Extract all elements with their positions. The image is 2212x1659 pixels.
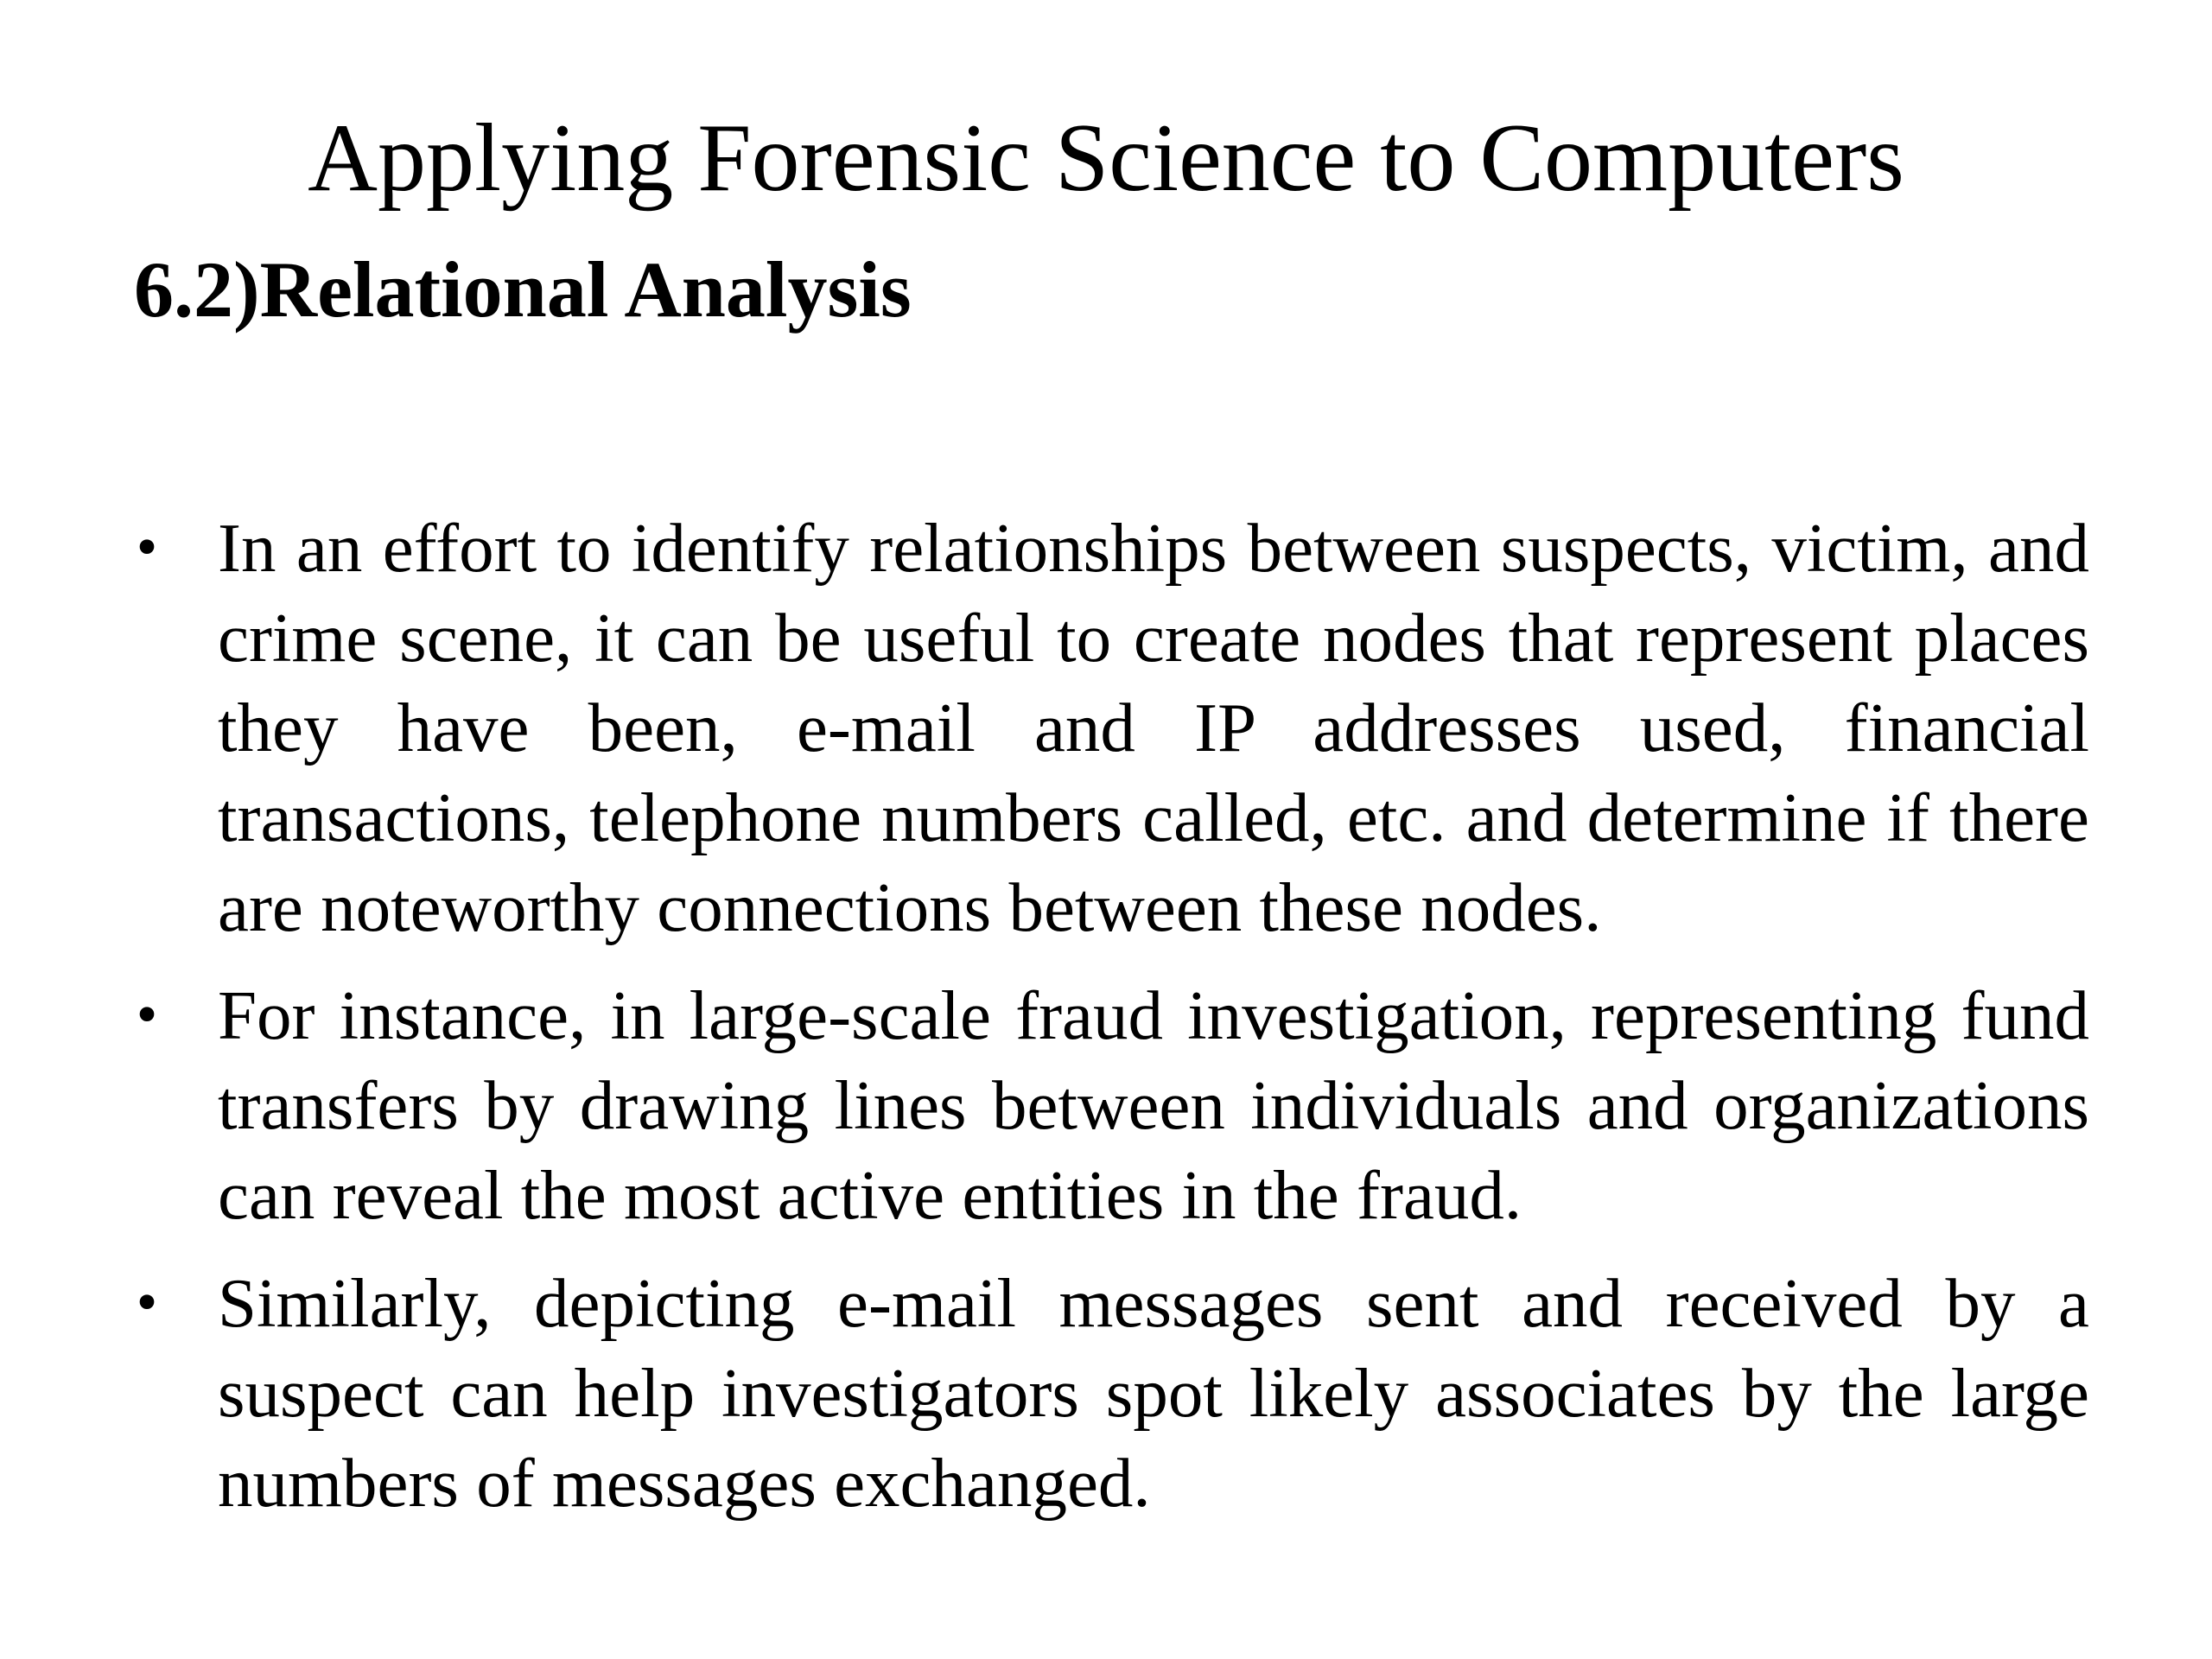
bullet-list (130, 503, 2089, 1546)
bullet-icon: • (136, 982, 158, 1048)
bullet-text: For instance, in large-scale fraud investigation, representing fund transfers by drawing lines between individuals and organizations can reveal the most active entities in the fraud. (218, 976, 2089, 1234)
bullet-item (130, 503, 2089, 952)
section-heading: 6.2)Relational Analysis (134, 245, 912, 334)
bullet-icon: • (136, 1269, 158, 1336)
bullet-item (130, 1258, 2089, 1528)
slide-title: Applying Forensic Science to Computers (308, 105, 1904, 212)
bullet-text: In an effort to identify relationships between suspects, victim, and crime scene, it can be useful to create nodes that represent places they have been, e-mail and IP addresses used, financial transactions, telephone numbers called, etc. and determine if there are noteworthy connections between these nodes. (218, 509, 2089, 946)
bullet-icon: • (136, 514, 158, 581)
bullet-text: Similarly, depicting e-mail messages sent and received by a suspect can help investigators spot likely associates by the large numbers of messages exchanged. (218, 1264, 2089, 1522)
bullet-item (130, 970, 2089, 1240)
